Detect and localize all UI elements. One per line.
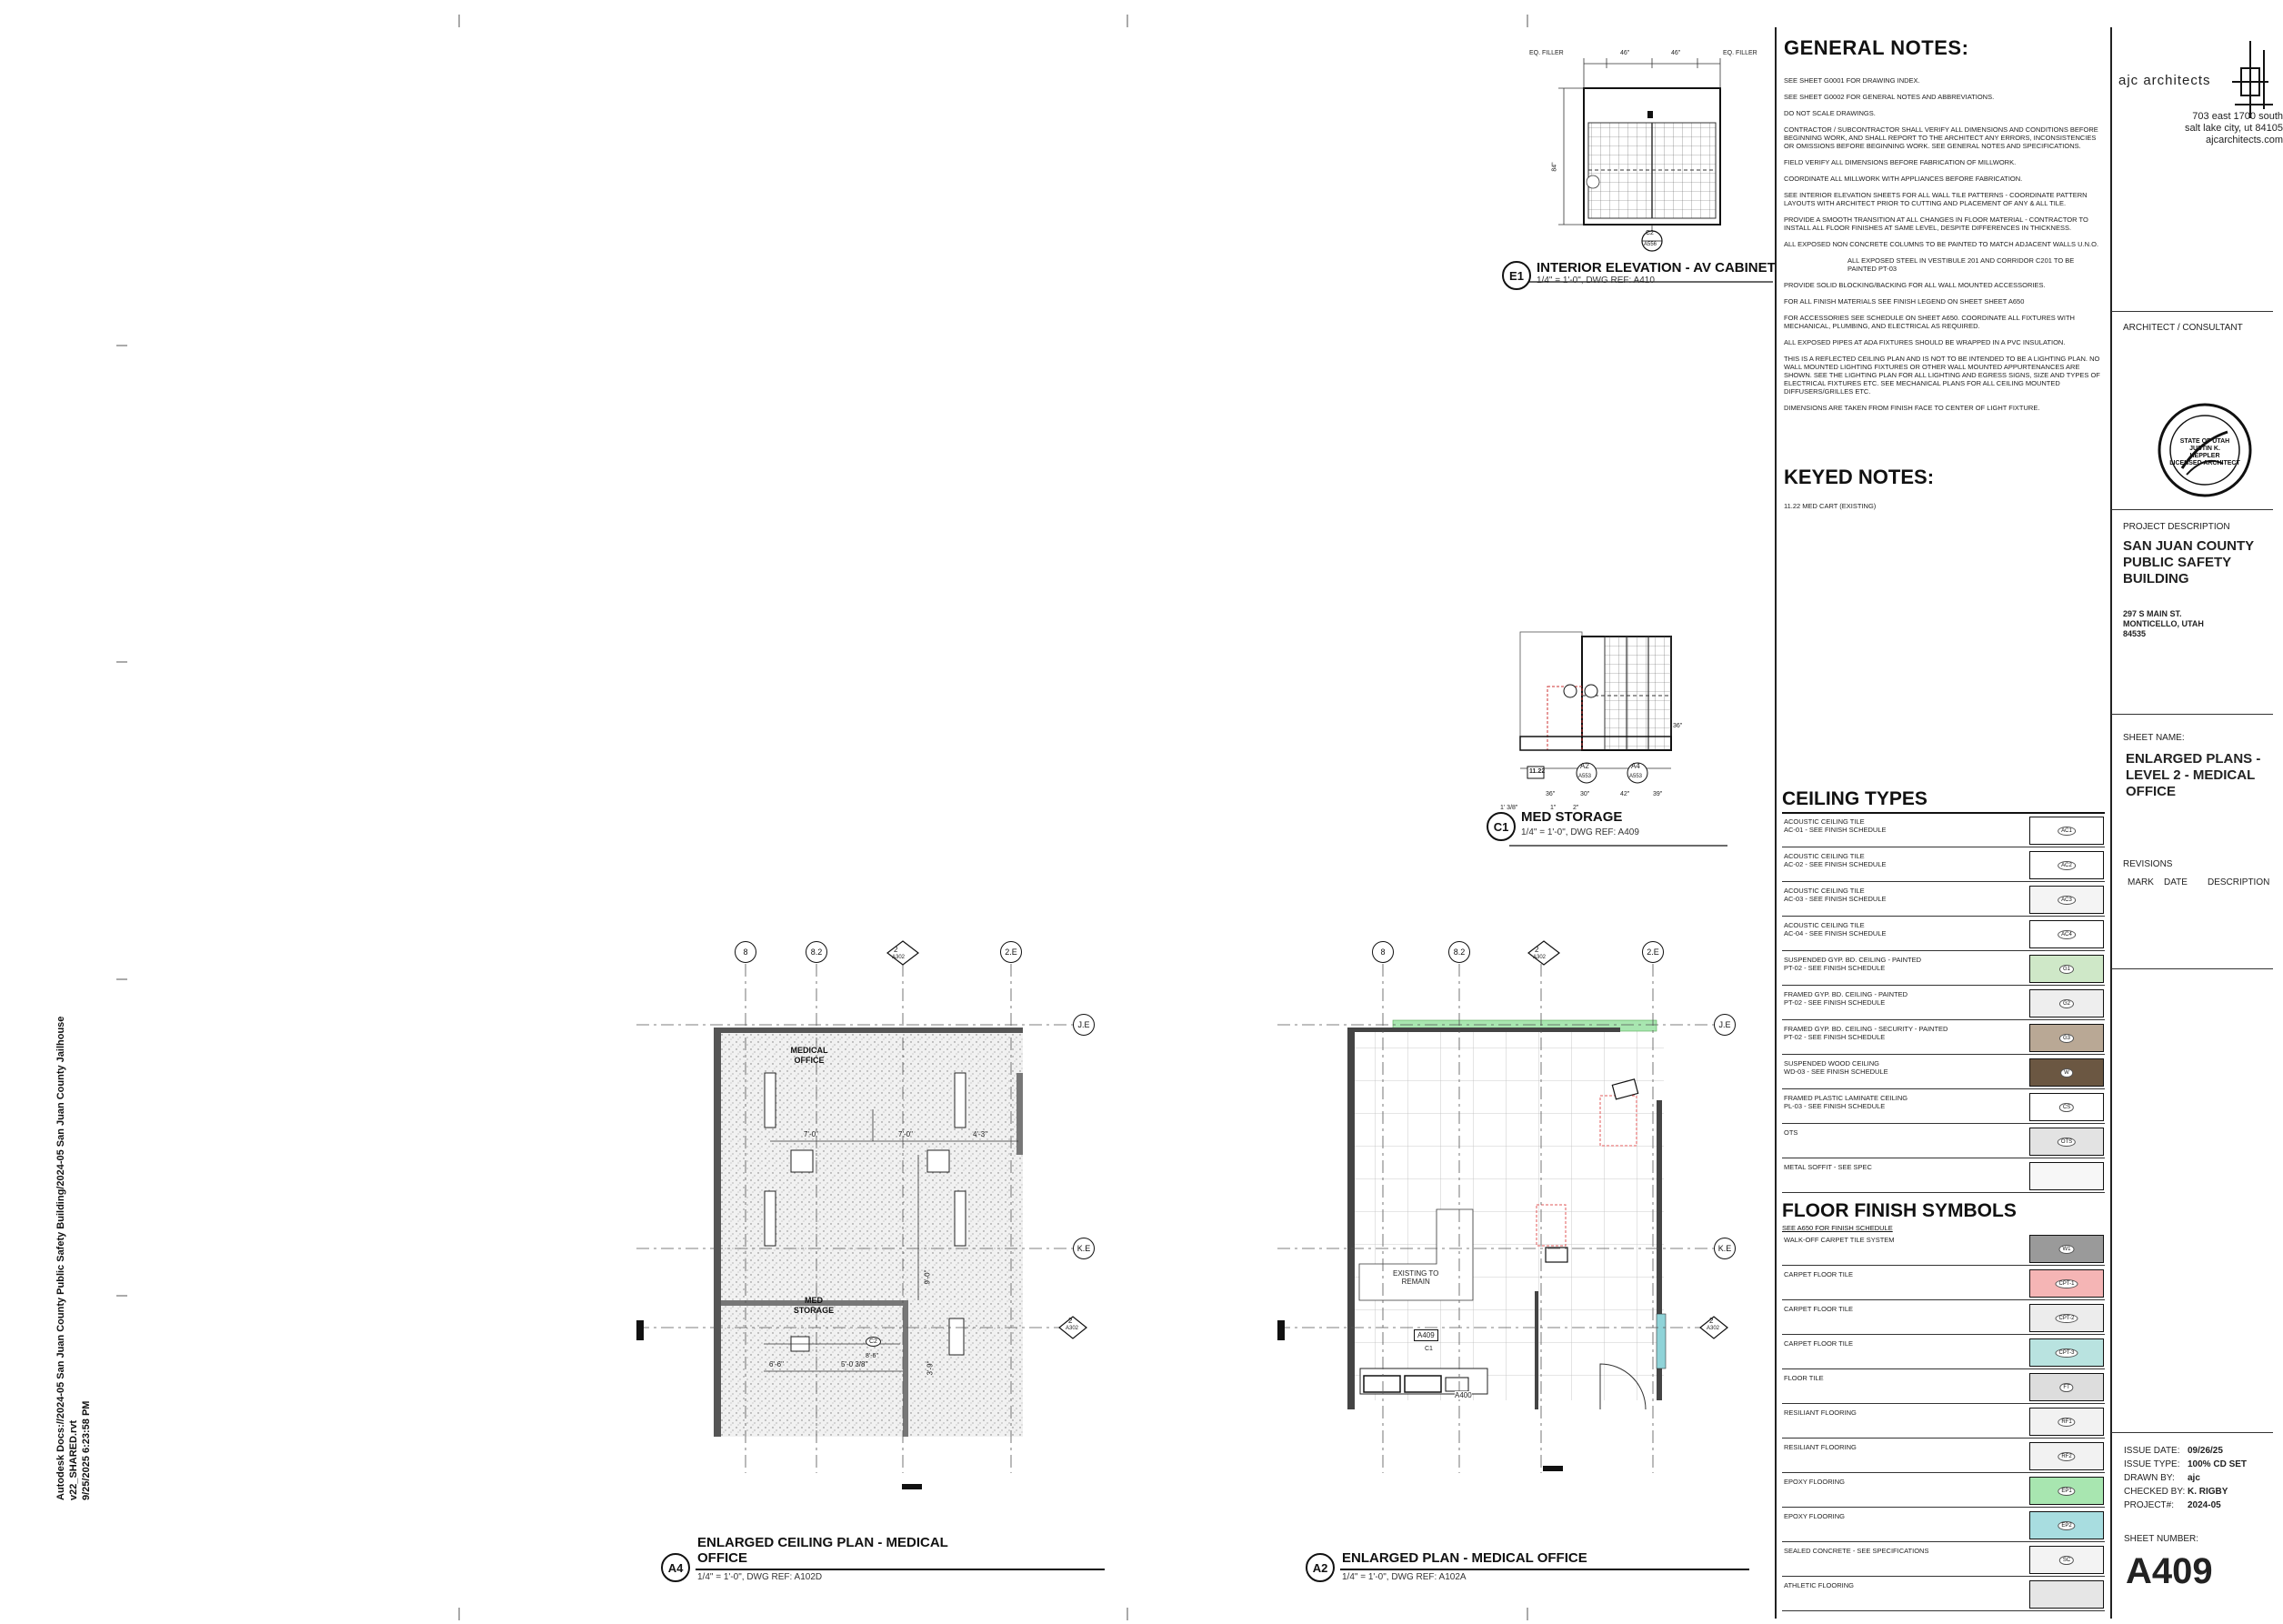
a4-title-line1: ENLARGED CEILING PLAN - MEDICAL: [697, 1535, 948, 1550]
revisions-label: REVISIONS: [2123, 859, 2173, 869]
ceiling-types-row: [1782, 987, 2105, 1020]
ceiling-types-label: METAL SOFFIT - SEE SPEC: [1784, 1163, 1872, 1171]
ceiling-types-label: FRAMED PLASTIC LAMINATE CEILING PL-03 - SEE FINISH SCHEDULE: [1784, 1094, 1908, 1110]
ceiling-types-row: [1782, 1091, 2105, 1124]
floor-finish-row: [1782, 1544, 2105, 1577]
file-path-label: [55, 991, 93, 1500]
floor-finish-swatch: [2029, 1511, 2104, 1539]
rev-mark-header: MARK: [2128, 877, 2154, 887]
ceiling-types-code: AC2: [2058, 861, 2076, 870]
floor-finish-row: [1782, 1579, 2105, 1611]
general-note-item: SEE INTERIOR ELEVATION SHEETS FOR ALL WALL TILE PATTERNS - COORDINATE PATTERN LAYOUTS WITH ARCHITECT PRIOR TO CUTTING AND PLACEMENT OF ANY & ALL TILE.: [1784, 191, 2088, 207]
general-note-item: PROVIDE SOLID BLOCKING/BACKING FOR ALL WALL MOUNTED ACCESSORIES.: [1784, 281, 2046, 289]
a4-grid-je: J.E: [1073, 1014, 1095, 1036]
firm-address2: salt lake city, ut 84105: [2184, 123, 2283, 134]
floor-finish-swatch: [2029, 1442, 2104, 1470]
general-note-item: FOR ACCESSORIES SEE SCHEDULE ON SHEET A650. COORDINATE ALL FIXTURES WITH MECHANICAL, PLUMBING, AND ELECTRICAL AS REQUIRED.: [1784, 314, 2075, 330]
ceiling-types-row: [1782, 1057, 2105, 1089]
floor-finish-label: CARPET FLOOR TILE: [1784, 1305, 1853, 1313]
floor-finish-label: ATHLETIC FLOORING: [1784, 1581, 1854, 1589]
firm-name: ajc architects: [2118, 73, 2211, 88]
project-address: [2123, 609, 2204, 639]
general-note-item: COORDINATE ALL MILLWORK WITH APPLIANCES BEFORE FABRICATION.: [1784, 175, 2023, 183]
c1-dim-39: 39": [1653, 791, 1663, 797]
e1-drawing-mark: E1: [1502, 261, 1531, 290]
ceiling-types-label: ACOUSTIC CEILING TILE AC-02 - SEE FINISH SCHEDULE: [1784, 852, 1887, 868]
general-notes-list: [1784, 76, 2102, 412]
floor-finish-row: [1782, 1475, 2105, 1508]
ceiling-types-swatch: [2029, 851, 2104, 879]
sheet-number-label: SHEET NUMBER:: [2124, 1534, 2199, 1544]
file-path-line1: Autodesk Docs://2024-05 San Juan County Public Safety Building/2024-05 San Juan County Jailhouse: [55, 1016, 66, 1500]
c1-dim-30: 30": [1580, 791, 1590, 797]
a2-elev-sub: C1: [1425, 1346, 1433, 1352]
a2-title-rule: [1340, 1569, 1749, 1570]
floor-finish-code: CPT-2: [2055, 1314, 2078, 1323]
floor-finish-label: EPOXY FLOORING: [1784, 1512, 1845, 1520]
ceiling-types-swatch: [2029, 1093, 2104, 1121]
sheet-name1: ENLARGED PLANS -: [2126, 751, 2261, 767]
e1-dim-height: 84": [1551, 162, 1558, 172]
ceiling-types-code: AC3: [2058, 896, 2076, 905]
a4-room-medical-office: MEDICAL OFFICE: [790, 1046, 828, 1065]
c1-scale: 1/4" = 1'-0", DWG REF: A409: [1521, 827, 1639, 837]
sheet-name: [2126, 751, 2260, 800]
ceiling-types-row: [1782, 849, 2105, 882]
elevation-av-cabinet: [1509, 58, 1773, 282]
a2-elev-tag: A409: [1414, 1329, 1438, 1341]
a2-scale: 1/4" = 1'-0", DWG REF: A102A: [1342, 1572, 1467, 1582]
issue-labels: [2124, 1444, 2185, 1512]
floor-finish-subtitle: SEE A650 FOR FINISH SCHEDULE: [1782, 1224, 1893, 1232]
floor-finish-label: CARPET FLOOR TILE: [1784, 1270, 1853, 1278]
floor-finish-code: EP2: [2058, 1521, 2075, 1530]
project-no-value: 2024-05: [2188, 1500, 2221, 1510]
firm-address: [2124, 111, 2283, 146]
stamp-line2: JUSTIN K.: [2189, 446, 2220, 452]
floor-finish-row: [1782, 1406, 2105, 1439]
general-note-item: CONTRACTOR / SUBCONTRACTOR SHALL VERIFY ALL DIMENSIONS AND CONDITIONS BEFORE BEGINNING WORK, AND SHALL REPORT TO THE ARCHITECT ANY ERRORS, INCONSISTENCIES OR OMISSIONS BEFORE BEGINNING WORK. SEE GENERAL NOTES AND SPECIFICATIONS.: [1784, 125, 2098, 150]
project-name2: PUBLIC SAFETY BUILDING: [2123, 555, 2231, 586]
general-note-item: FOR ALL FINISH MATERIALS SEE FINISH LEGEND ON SHEET SHEET A650: [1784, 297, 2025, 306]
ceiling-types-code: W: [2060, 1068, 2073, 1078]
floor-finish-code: FT: [2059, 1383, 2073, 1392]
floor-finish-swatch: [2029, 1580, 2104, 1609]
issue-type-value: 100% CD SET: [2188, 1459, 2248, 1469]
general-note-item: FIELD VERIFY ALL DIMENSIONS BEFORE FABRICATION OF MILLWORK.: [1784, 158, 2017, 166]
c1-dim-1: 1": [1550, 805, 1557, 811]
c1-tag2-ref: A553: [1629, 774, 1643, 779]
floor-finish-label: FLOOR TILE: [1784, 1374, 1824, 1382]
floor-finish-swatch: [2029, 1477, 2104, 1505]
c1-title: MED STORAGE: [1521, 809, 1623, 825]
checked-by-value: K. RIGBY: [2188, 1487, 2228, 1497]
c1-dim-36: 36": [1546, 791, 1556, 797]
floor-finish-label: WALK-OFF CARPET TILE SYSTEM: [1784, 1236, 1895, 1244]
ceiling-types-label: SUSPENDED WOOD CEILING WD-03 - SEE FINISH SCHEDULE: [1784, 1059, 1888, 1076]
project-addr2: MONTICELLO, UTAH: [2123, 619, 2204, 628]
sheet-name-label: SHEET NAME:: [2123, 733, 2185, 743]
issue-date-value: 09/26/25: [2188, 1446, 2223, 1456]
floor-finish-code: CPT-1: [2055, 1279, 2078, 1288]
issue-date-label: ISSUE DATE:: [2124, 1446, 2180, 1456]
general-notes-title: GENERAL NOTES:: [1784, 36, 1969, 59]
a4-title-line2: OFFICE: [697, 1550, 747, 1566]
ceiling-types-row: [1782, 953, 2105, 986]
ceiling-types-row: [1782, 1160, 2105, 1193]
ceiling-types-row: [1782, 815, 2105, 847]
floor-finish-swatch: [2029, 1269, 2104, 1298]
e1-tag-ref: A556: [1644, 242, 1657, 247]
a4-grid-ke: K.E: [1073, 1238, 1095, 1259]
a2-grid-2-right-ref: A302: [1707, 1326, 1720, 1331]
ceiling-types-label: ACOUSTIC CEILING TILE AC-03 - SEE FINISH SCHEDULE: [1784, 887, 1887, 903]
ceiling-types-label: ACOUSTIC CEILING TILE AC-01 - SEE FINISH SCHEDULE: [1784, 817, 1887, 834]
c1-dim-42: 42": [1620, 791, 1630, 797]
a2-note-existing: EXISTING TO REMAIN: [1393, 1269, 1439, 1286]
a2-elev-tag2: A400: [1455, 1391, 1472, 1399]
floor-finish-swatch: [2029, 1338, 2104, 1367]
floor-finish-swatch: [2029, 1235, 2104, 1263]
drawn-by-value: ajc: [2188, 1473, 2200, 1483]
a2-grid-2-right: 2: [1709, 1317, 1714, 1325]
floor-finish-row: [1782, 1371, 2105, 1404]
sheet-name3: OFFICE: [2126, 784, 2176, 799]
ceiling-types-code: G3: [2059, 1034, 2074, 1043]
keyed-note-item: 11.22 MED CART (EXISTING): [1784, 502, 1877, 510]
floor-finish-code: EP1: [2058, 1487, 2075, 1496]
checked-by-label: CHECKED BY:: [2124, 1487, 2186, 1497]
a4-grid-8: 8: [735, 941, 756, 963]
ceiling-plan-medical-office: [636, 964, 1073, 1489]
a4-dim-7-0-a: 7'-0": [804, 1130, 818, 1138]
stamp-line4: LICENSED ARCHITECT: [2169, 460, 2240, 466]
ceiling-types-code: AC1: [2058, 827, 2076, 836]
ceiling-types-code: AC4: [2058, 930, 2076, 939]
floor-finish-code: RF2: [2058, 1452, 2075, 1461]
ceiling-types-label: SUSPENDED GYP. BD. CEILING - PAINTED PT-02 - SEE FINISH SCHEDULE: [1784, 956, 1922, 972]
ceiling-types-row: [1782, 918, 2105, 951]
ceiling-types-swatch: [2029, 1162, 2104, 1190]
ceiling-types-label: ACOUSTIC CEILING TILE AC-04 - SEE FINISH SCHEDULE: [1784, 921, 1887, 937]
ceiling-types-swatch: [2029, 1058, 2104, 1087]
ceiling-types-swatch: [2029, 920, 2104, 948]
a2-grid-2-ref: A302: [1533, 955, 1547, 960]
c1-drawing-mark: C1: [1487, 812, 1516, 841]
issue-values: [2188, 1444, 2247, 1512]
floor-finish-title: FLOOR FINISH SYMBOLS: [1782, 1200, 2017, 1221]
ceiling-types-swatch: [2029, 1128, 2104, 1156]
ceiling-types-code: G1: [2059, 965, 2074, 974]
c1-dim-2: 2": [1573, 805, 1579, 811]
a4-ceiling-tag: C2: [866, 1337, 881, 1347]
a4-grid-2: 2: [894, 946, 898, 954]
floor-finish-swatch: [2029, 1546, 2104, 1574]
rev-desc-header: DESCRIPTION: [2208, 877, 2270, 887]
ceiling-types-label: FRAMED GYP. BD. CEILING - SECURITY - PAINTED PT-02 - SEE FINISH SCHEDULE: [1784, 1025, 1948, 1041]
a2-grid-8: 8: [1372, 941, 1394, 963]
e1-dim-46-left: 46": [1620, 50, 1630, 56]
floor-finish-row: [1782, 1337, 2105, 1369]
c1-dim-36-right: 36": [1673, 723, 1683, 729]
project-addr1: 297 S MAIN ST.: [2123, 609, 2182, 618]
keyed-notes: [1784, 466, 2102, 510]
c1-tag1-ref: A553: [1578, 774, 1592, 779]
floor-finish-code: RF1: [2058, 1418, 2075, 1427]
floor-finish-code: SC: [2059, 1556, 2074, 1565]
general-note-item: DIMENSIONS ARE TAKEN FROM FINISH FACE TO CENTER OF LIGHT FIXTURE.: [1784, 404, 2040, 412]
consultant-label: ARCHITECT / CONSULTANT: [2123, 323, 2243, 333]
floor-finish-row: [1782, 1268, 2105, 1300]
ceiling-types-swatch: [2029, 817, 2104, 845]
general-notes: [1784, 36, 2102, 420]
ceiling-types-code: G2: [2059, 999, 2074, 1008]
general-note-item: ALL EXPOSED STEEL IN VESTIBULE 201 AND CORRIDOR C201 TO BE PAINTED PT-03: [1847, 256, 2075, 273]
floor-finish-row: [1782, 1302, 2105, 1335]
floor-finish-label: RESILIANT FLOORING: [1784, 1443, 1857, 1451]
ceiling-types-row: [1782, 1022, 2105, 1055]
e1-tag: C2: [1646, 230, 1654, 236]
ceiling-types-label: FRAMED GYP. BD. CEILING - PAINTED PT-02 - SEE FINISH SCHEDULE: [1784, 990, 1908, 1007]
firm-address1: 703 east 1700 south: [2192, 111, 2283, 122]
e1-scale: 1/4" = 1'-0", DWG REF: A410: [1537, 276, 1655, 286]
ceiling-types-swatch: [2029, 1024, 2104, 1052]
a4-dim-4-3: 4'-3": [973, 1130, 987, 1138]
floor-finish-row: [1782, 1233, 2105, 1266]
floor-finish-swatch: [2029, 1408, 2104, 1436]
firm-logo-icon: [2228, 32, 2282, 123]
sheet-number: A409: [2126, 1551, 2213, 1591]
a4-dim-8-6: 8'-6": [866, 1353, 878, 1359]
a2-grid-2e: 2.E: [1642, 941, 1664, 963]
a4-dim-9-0: 9'-0": [923, 1269, 932, 1285]
floor-finish-label: CARPET FLOOR TILE: [1784, 1339, 1853, 1348]
a4-dim-3-9: 3'-9": [926, 1360, 935, 1376]
a4-title-rule: [696, 1569, 1105, 1570]
issue-type-label: ISSUE TYPE:: [2124, 1459, 2180, 1469]
file-path-timestamp: 9/25/2025 6:23:58 PM: [81, 1400, 92, 1500]
a4-room-med-storage: MED STORAGE: [793, 1296, 835, 1315]
a4-grid-2-right-ref: A302: [1066, 1326, 1079, 1331]
c1-keynote: 11.22: [1529, 768, 1546, 775]
a4-grid-2e: 2.E: [1000, 941, 1022, 963]
ceiling-types-code: OTS: [2058, 1138, 2076, 1147]
general-note-item: DO NOT SCALE DRAWINGS.: [1784, 109, 1876, 117]
floor-finish-label: RESILIANT FLOORING: [1784, 1408, 1857, 1417]
general-note-item: THIS IS A REFLECTED CEILING PLAN AND IS NOT TO BE INTENDED TO BE A LIGHTING PLAN. NO WALL MOUNTED LIGHTING FIXTURES OR OTHER WALL MOUNTED APPURTENANCES ARE SHOWN. SEE THE LIGHTING PLAN FOR ALL LIGHTING AND EGRESS SIGNS, SIZE AND TYPES OF ELECTRICAL FIXTURES ETC. SEE MECHANICAL PLANS FOR ALL CEILING MOUNTED DIFFUSERS/GRILLES ETC.: [1784, 355, 2100, 396]
a2-drawing-mark: A2: [1306, 1553, 1335, 1582]
file-path-line2: v22_SHARED.rvt: [68, 1419, 79, 1500]
ceiling-types-swatch: [2029, 955, 2104, 983]
a4-dim-7-0-b: 7'-0": [898, 1130, 913, 1138]
a4-scale: 1/4" = 1'-0", DWG REF: A102D: [697, 1572, 823, 1582]
general-note-item: ALL EXPOSED NON CONCRETE COLUMNS TO BE PAINTED TO MATCH ADJACENT WALLS U.N.O.: [1784, 240, 2099, 248]
general-note-item: PROVIDE A SMOOTH TRANSITION AT ALL CHANGES IN FLOOR MATERIAL - CONTRACTOR TO INSTALL ALL FLOOR FINISHES AT SAME LEVEL, DESPITE DIFFERENCES IN THICKNESS.: [1784, 216, 2088, 232]
ceiling-types-rule: [1782, 812, 2105, 814]
a4-drawing-mark: A4: [661, 1553, 690, 1582]
c1-dim-offset: 1' 3/8": [1500, 805, 1518, 811]
stamp-line3: HEPPLER: [2189, 453, 2220, 459]
general-note-item: ALL EXPOSED PIPES AT ADA FIXTURES SHOULD BE WRAPPED IN A PVC INSULATION.: [1784, 338, 2066, 346]
floor-finish-row: [1782, 1440, 2105, 1473]
floor-finish-label: SEALED CONCRETE - SEE SPECIFICATIONS: [1784, 1547, 1929, 1555]
ceiling-types-row: [1782, 884, 2105, 917]
project-name: [2123, 538, 2273, 587]
divider: [2111, 968, 2273, 969]
floor-finish-code: W1: [2059, 1245, 2075, 1254]
ceiling-types-title: CEILING TYPES: [1782, 788, 1928, 809]
divider: [2111, 311, 2273, 312]
general-note-item: SEE SHEET G0001 FOR DRAWING INDEX.: [1784, 76, 1920, 85]
a2-grid-2: 2: [1535, 946, 1539, 954]
e1-dim-46-right: 46": [1671, 50, 1681, 56]
e1-dim-filler-right: EQ. FILLER: [1723, 50, 1757, 56]
divider: [2111, 1432, 2273, 1433]
a4-title: [697, 1535, 948, 1566]
divider: [2111, 509, 2273, 510]
project-name1: SAN JUAN COUNTY: [2123, 538, 2255, 554]
drawn-by-label: DRAWN BY:: [2124, 1473, 2175, 1483]
keyed-notes-title: KEYED NOTES:: [1784, 466, 1935, 488]
floor-plan-medical-office: [1277, 964, 1714, 1473]
e1-title: INTERIOR ELEVATION - AV CABINET: [1537, 260, 1776, 276]
a2-grid-je: J.E: [1714, 1014, 1736, 1036]
floor-finish-code: CPT-3: [2055, 1348, 2078, 1358]
a4-grid-2-ref: A302: [892, 955, 906, 960]
general-note-item: SEE SHEET G0002 FOR GENERAL NOTES AND ABBREVIATIONS.: [1784, 93, 1995, 101]
project-desc-label: PROJECT DESCRIPTION: [2123, 522, 2230, 532]
ceiling-types-label: OTS: [1784, 1128, 1798, 1137]
firm-website: ajcarchitects.com: [2206, 135, 2283, 145]
floor-finish-row: [1782, 1509, 2105, 1542]
a4-dim-5-0: 5'-0 3/8": [841, 1360, 868, 1368]
floor-finish-swatch: [2029, 1373, 2104, 1401]
e1-dim-filler-left: EQ. FILLER: [1529, 50, 1564, 56]
floor-finish-label: EPOXY FLOORING: [1784, 1478, 1845, 1486]
a4-dim-6-6: 6'-6": [769, 1360, 784, 1368]
ceiling-types-swatch: [2029, 886, 2104, 914]
rev-date-header: DATE: [2164, 877, 2188, 887]
project-addr3: 84535: [2123, 629, 2147, 638]
stamp-text: [2168, 438, 2241, 467]
divider: [2111, 714, 2273, 715]
project-no-label: PROJECT#:: [2124, 1500, 2175, 1510]
floor-finish-swatch: [2029, 1304, 2104, 1332]
a4-grid-2-right: 2: [1068, 1317, 1073, 1325]
c1-tag1: A2: [1580, 762, 1589, 770]
a4-grid-8-2: 8.2: [806, 941, 827, 963]
ceiling-types-row: [1782, 1126, 2105, 1158]
c1-tag2: A4: [1631, 762, 1640, 770]
stamp-line1: STATE OF UTAH: [2179, 438, 2230, 445]
a2-grid-ke: K.E: [1714, 1238, 1736, 1259]
sheet-name2: LEVEL 2 - MEDICAL: [2126, 767, 2256, 783]
a2-title: ENLARGED PLAN - MEDICAL OFFICE: [1342, 1550, 1587, 1566]
ceiling-types-swatch: [2029, 989, 2104, 1018]
ceiling-types-code: CS: [2059, 1103, 2074, 1112]
a2-grid-8-2: 8.2: [1448, 941, 1470, 963]
